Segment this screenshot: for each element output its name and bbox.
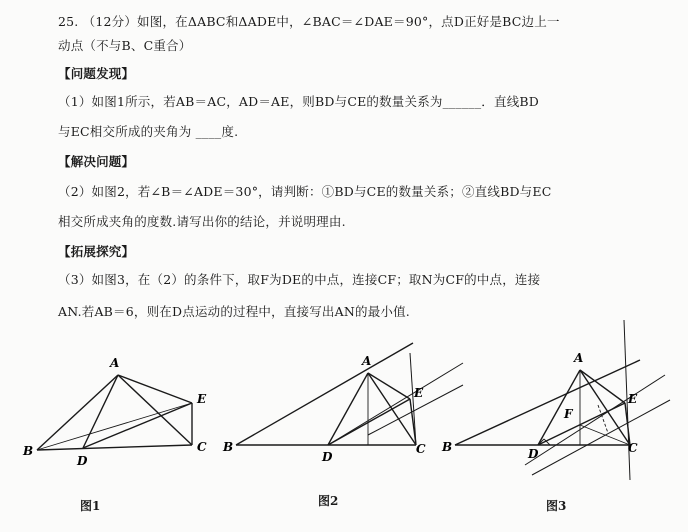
section-solve: 【解决问题】 — [58, 154, 135, 169]
fig1-label-D: D — [77, 454, 88, 468]
fig1-label-A: A — [110, 356, 120, 370]
figure-3-caption: 图3 — [546, 499, 567, 513]
fig3-label-E: E — [628, 392, 638, 406]
fig2-label-C: C — [416, 442, 426, 456]
question-2-line-1: （2）如图2，若∠B＝∠ADE＝30°，请判断：①BD与CE的数量关系；②直线BD与EC — [58, 184, 552, 199]
problem-line-1: 25. （12分）如图，在ΔABC和ΔADE中，∠BAC＝∠DAE＝90°，点D正好是BC边上一 — [58, 14, 560, 29]
fig3-label-D: D — [528, 447, 539, 461]
section-extension: 【拓展探究】 — [58, 244, 135, 259]
figure-3 — [440, 315, 680, 480]
fig2-label-A: A — [362, 354, 372, 368]
figure-1 — [20, 345, 220, 475]
fig3-label-C: C — [628, 441, 638, 455]
figure-2-caption: 图2 — [318, 494, 339, 508]
fig2-label-D: D — [322, 450, 333, 464]
question-1-line-1: （1）如图1所示，若AB＝AC，AD＝AE，则BD与CE的数量关系为______．直线BD — [58, 94, 540, 109]
question-3-line-2: AN.若AB＝6，则在D点运动的过程中，直接写出AN的最小值. — [58, 304, 410, 319]
figure-2 — [218, 325, 468, 475]
fig3-label-A: A — [574, 351, 584, 365]
section-discovery: 【问题发现】 — [58, 66, 135, 81]
question-3-line-1: （3）如图3，在（2）的条件下，取F为DE的中点，连接CF；取N为CF的中点，连接 — [58, 272, 541, 287]
figure-1-caption: 图1 — [80, 499, 101, 513]
fig3-label-B: B — [442, 440, 453, 454]
fig1-label-C: C — [197, 440, 207, 454]
problem-line-2: 动点（不与B、C重合） — [58, 38, 192, 53]
fig3-label-F: F — [564, 407, 573, 421]
question-2-line-2: 相交所成夹角的度数.请写出你的结论，并说明理由. — [58, 214, 346, 229]
fig2-label-B: B — [223, 440, 234, 454]
fig1-label-E: E — [197, 392, 207, 406]
fig1-label-B: B — [23, 444, 34, 458]
fig2-label-E: E — [414, 386, 424, 400]
question-1-line-2: 与EC相交所成的夹角为 ____度. — [58, 124, 239, 139]
